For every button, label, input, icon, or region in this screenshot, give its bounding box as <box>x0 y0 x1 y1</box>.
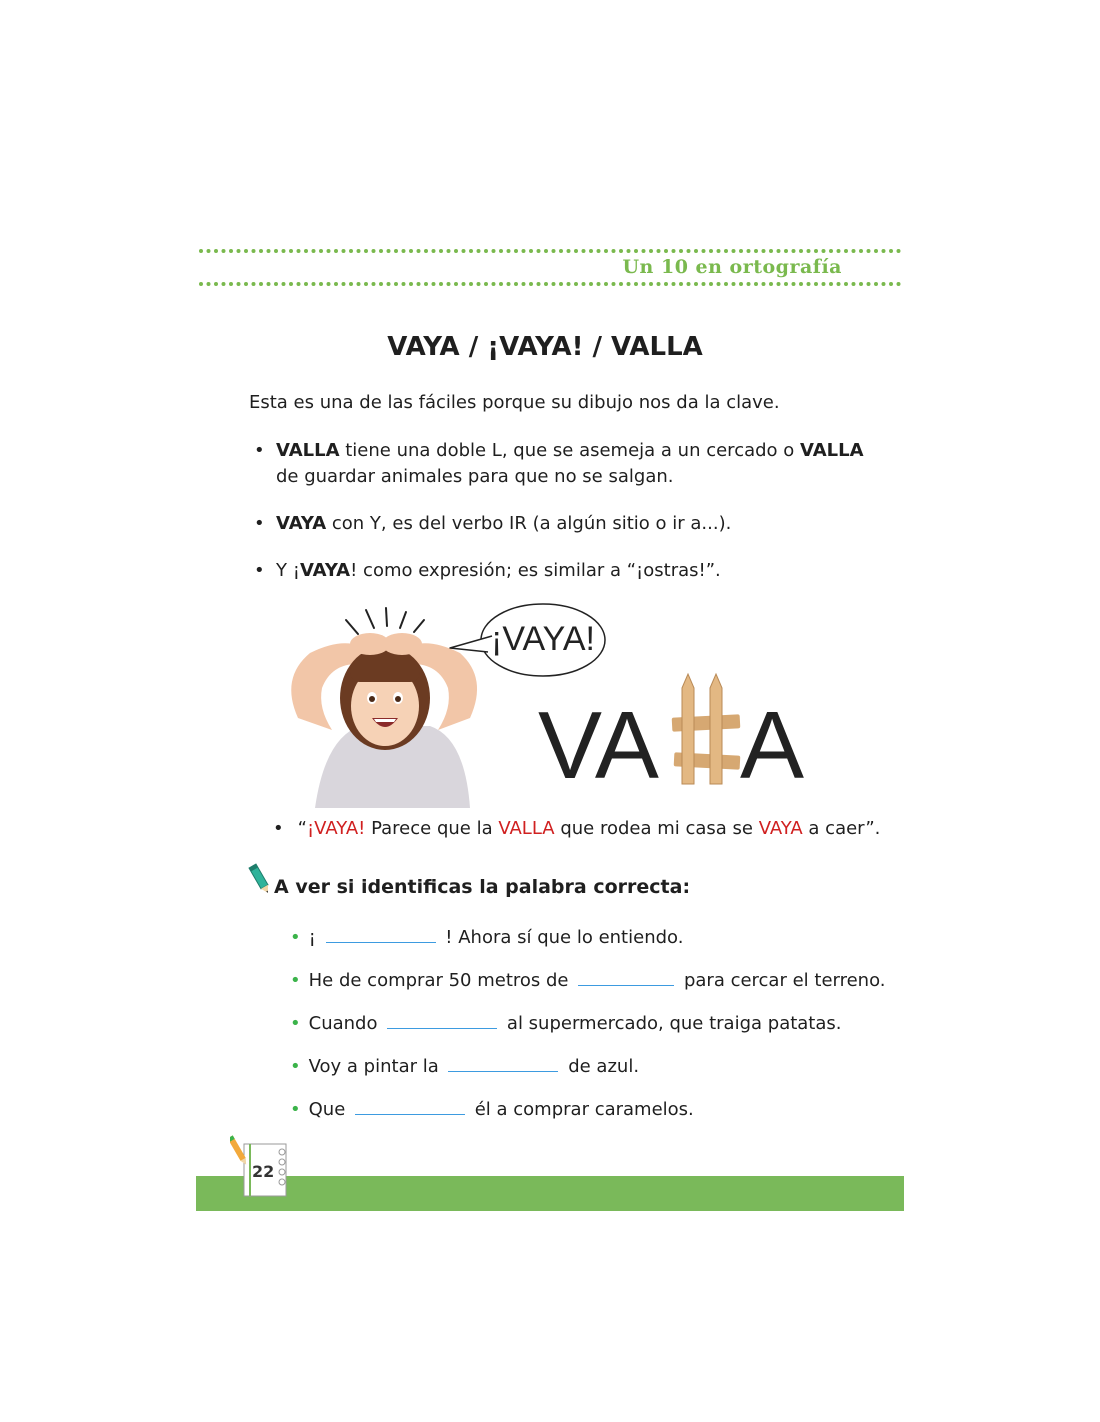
header-dotted-rule-bottom <box>198 281 904 287</box>
wooden-fence-icon <box>672 674 741 784</box>
valla-word-right: A <box>740 692 805 799</box>
answer-blank[interactable] <box>326 924 436 943</box>
intro-text: Esta es una de las fáciles porque su dibujo nos da la clave. <box>249 392 780 413</box>
page-title: VAYA / ¡VAYA! / VALLA <box>387 332 703 362</box>
exercise-item: • Cuando al supermercado, que traiga patatas. <box>290 1010 886 1053</box>
exercise-item: • ¡ ! Ahora sí que lo entiendo. <box>290 924 886 967</box>
rule-item-valla: • VALLA tiene una doble L, que se asemeja a un cercado o VALLA de guardar animales para que no se salgan. <box>252 438 872 490</box>
answer-blank[interactable] <box>355 1096 465 1115</box>
exercise-list <box>290 924 886 1139</box>
surprised-girl-icon <box>291 608 477 808</box>
example-sentence: • “¡VAYA! Parece que la VALLA que rodea mi casa se VAYA a caer”. <box>273 818 880 839</box>
bullet-icon: • <box>290 1013 301 1034</box>
answer-blank[interactable] <box>387 1010 497 1029</box>
speech-bubble <box>450 604 605 676</box>
exercise-item: • Voy a pintar la de azul. <box>290 1053 886 1096</box>
valla-word-left: VA <box>538 692 659 799</box>
exercise-title: A ver si identificas la palabra correcta: <box>274 876 691 898</box>
bullet-icon: • <box>290 927 301 948</box>
bullet-icon: • <box>290 1099 301 1120</box>
rule-item-exclamation: • Y ¡VAYA! como expresión; es similar a “¡ostras!”. <box>252 558 872 584</box>
bullet-icon: • <box>290 970 301 991</box>
header-dotted-rule-top <box>198 248 904 254</box>
exercise-item: • He de comprar 50 metros de para cercar el terreno. <box>290 967 886 1010</box>
answer-blank[interactable] <box>578 967 674 986</box>
illustration <box>270 598 830 808</box>
rule-item-vaya: • VAYA con Y, es del verbo IR (a algún sitio o ir a...). <box>252 511 872 537</box>
answer-blank[interactable] <box>448 1053 558 1072</box>
rule-list <box>252 438 872 605</box>
page-number: 22 <box>252 1162 275 1181</box>
header-title: Un 10 en ortografía <box>622 256 842 278</box>
exercise-item: • Que él a comprar caramelos. <box>290 1096 886 1139</box>
footer-bar <box>196 1176 904 1211</box>
bullet-icon: • <box>290 1056 301 1077</box>
speech-bubble-text: ¡VAYA! <box>491 620 595 658</box>
pencil-icon <box>248 862 272 896</box>
